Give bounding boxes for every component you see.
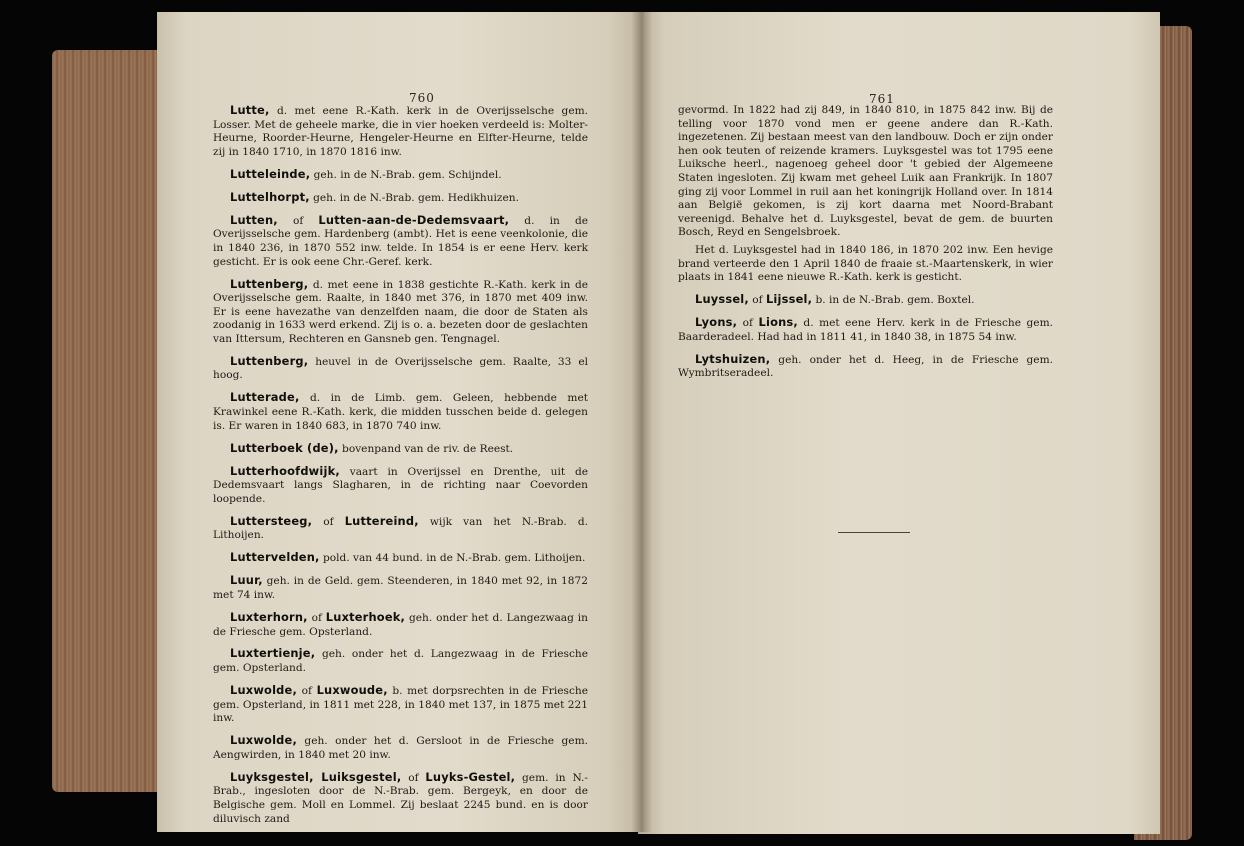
entry-connector: of	[401, 771, 426, 784]
entry-headword: Lytshuizen,	[695, 351, 771, 366]
entry-text: d. met eene in 1838 gestichte R.-Kath. kerk in de Overijsselsche gem. Raalte, in 1840 met 376, in 1870 met 409 inw. Er is eene havezathe van denzelfden naam, die door de Staten als zoodanig in 1633 werd erkend. Zij is o. a. bezeten door de geslachten van Ittersum, Rechteren en Gansneb gen. Tengnagel.	[213, 278, 588, 345]
dictionary-entry	[213, 515, 588, 543]
entry-headword: Luyssel,	[695, 292, 749, 307]
entry-connector: of	[312, 515, 345, 528]
entry-headword: Luxwolde,	[230, 683, 297, 698]
dictionary-entry	[213, 465, 588, 507]
dictionary-entry	[213, 442, 588, 457]
entry-headword: Lutte,	[230, 103, 270, 117]
dictionary-entry	[213, 574, 588, 602]
entry-headword: Lutterade,	[230, 390, 300, 405]
entry-text: geh. onder het d. Gersloot in de Friesche gem. Aengwirden, in 1840 met 20 inw.	[213, 735, 588, 761]
entry-headword-variant: Luxterhoek,	[325, 609, 406, 624]
entry-text: geh. onder het d. Heeg, in de Friesche gem. Wymbritseradeel.	[678, 353, 1053, 380]
entry-headword: Luttenberg,	[230, 276, 309, 291]
entry-headword-variant: Luyks-Gestel,	[425, 769, 516, 784]
dictionary-entry	[213, 168, 588, 183]
entry-text: geh. in de Geld. gem. Steenderen, in 1840 met 92, in 1872 met 74 inw.	[213, 575, 588, 601]
dictionary-entry	[678, 316, 1053, 344]
entry-headword-variant: Lutten-aan-de-Dedemsvaart,	[318, 212, 510, 227]
right-entries	[678, 293, 1053, 381]
entry-text: wijk van het N.-Brab. d. Lithoijen.	[213, 515, 588, 542]
entry-headword: Luttersteeg,	[230, 513, 313, 528]
entry-headword: Luxtertienje,	[230, 646, 316, 661]
entry-headword-variant: Luttereind,	[344, 513, 419, 528]
entry-text: b. in de N.-Brab. gem. Boxtel.	[812, 294, 975, 307]
left-column	[213, 104, 588, 835]
entry-text: b. met dorpsrechten in de Friesche gem. Opsterland, in 1811 met 228, in 1840 met 137, in 1875 met 221 inw.	[213, 685, 588, 725]
dictionary-entry	[213, 278, 588, 347]
section-rule	[838, 532, 910, 533]
entry-text: geh. in de N.-Brab. gem. Hedikhuizen.	[309, 191, 519, 204]
entry-text: vaart in Overijssel en Drenthe, uit de Dedemsvaart langs Slagharen, in de richting naar Coevorden loopende.	[213, 465, 588, 505]
dictionary-entry	[213, 647, 588, 675]
dictionary-entry	[678, 293, 1053, 308]
entry-headword: Lutterhoofdwijk,	[230, 463, 340, 478]
entry-text: heuvel in de Overijsselsche gem. Raalte, 33 el hoog.	[213, 355, 588, 382]
entry-connector: of	[737, 317, 759, 330]
right-column	[678, 104, 1053, 389]
dictionary-entry	[213, 611, 588, 639]
book-gutter	[632, 12, 654, 832]
dictionary-entry	[213, 104, 588, 159]
entry-headword: Luxterhorn,	[230, 609, 308, 624]
entry-headword: Luxwolde,	[230, 733, 297, 748]
entry-headword: Luttenberg,	[230, 353, 309, 368]
entry-text: d. met eene R.-Kath. kerk in de Overijsselsche gem. Losser. Met de geheele marke, die in vier hoeken verdeeld is: Molter-Heurne, Roorder-Heurne, Hengeler-Heurne en Elfter-Heurne, telde zij in 1840 1710, in 1870 1816 inw.	[213, 105, 588, 158]
entry-text: geh. onder het d. Langezwaag in de Friesche gem. Opsterland.	[213, 611, 588, 638]
dictionary-entry	[213, 391, 588, 433]
entry-text: geh. in de N.-Brab. gem. Schijndel.	[310, 168, 502, 181]
continuation-paragraph: gevormd. In 1822 had zij 849, in 1840 810, in 1875 842 inw. Bij de telling voor 1870 vond men er geene andere dan R.-Kath. ingezetenen. Zij bestaan meest van den landbouw. Doch er zijn onder hen ook teuten of reizende kramers. Luyksgestel was tot 1795 eene Luiksche heerl., nagenoeg geheel door 't gebied der Algemeene Staten ingesloten. Zij kwam met geheel Luik aan Frankrijk. In 1807 ging zij voor Lommel in ruil aan het koningrijk Holland over. In 1814 aan België gekomen, is zij kort daarna met Noord-Brabant vereenigd. Behalve het d. Luyksgestel, bevat de gem. de buurten Bosch, Reyd en Sengelsbroek.	[678, 104, 1053, 239]
entry-headword: Luur,	[230, 573, 263, 588]
dictionary-entry	[213, 734, 588, 762]
entry-headword: Lutten,	[230, 212, 278, 227]
page-edges-left	[52, 50, 172, 792]
entry-text: d. met eene Herv. kerk in de Friesche gem. Baarderadeel. Had had in 1811 41, in 1840 38, in 1875 54 inw.	[678, 317, 1053, 343]
entry-text: pold. van 44 bund. in de N.-Brab. gem. Lithoijen.	[319, 552, 586, 565]
entry-connector: of	[296, 685, 317, 698]
dictionary-entry	[678, 353, 1053, 381]
entry-text: gem. in N.-Brab., ingesloten door de N.-Brab. gem. Bergeyk, en door de Belgische gem. Moll en Lommel. Zij beslaat 2245 bund. en is door diluvisch zand	[213, 771, 588, 825]
body-paragraph: Het d. Luyksgestel had in 1840 186, in 1870 202 inw. Een hevige brand verteerde den 1 April 1840 de fraaie st.-Maartenskerk, in wier plaats in 1841 eene nieuwe R.-Kath. kerk is gesticht.	[678, 243, 1053, 284]
entry-headword: Lyons,	[695, 315, 738, 330]
entry-headword-variant: Luxwoude,	[316, 683, 388, 698]
entry-text: d. in de Limb. gem. Geleen, hebbende met Krawinkel eene R.-Kath. kerk, die midden tusschen beide d. gelegen is. Er waren in 1840 683, in 1870 740 inw.	[213, 392, 588, 432]
entry-text: geh. onder het d. Langezwaag in de Friesche gem. Opsterland.	[213, 648, 588, 675]
entry-connector: of	[307, 611, 326, 624]
dictionary-entry	[213, 355, 588, 383]
entry-text: d. in de Overijsselsche gem. Hardenberg (ambt). Het is eene veenkolonie, die in 1840 236, in 1870 552 inw. telde. In 1854 is er eene Herv. kerk gesticht. Er is ook eene Chr.-Geref. kerk.	[213, 214, 588, 268]
page-number-right: 761	[869, 92, 895, 106]
entry-connector: of	[748, 294, 766, 307]
entry-headword: Lutteleinde,	[230, 166, 311, 181]
dictionary-entry	[213, 551, 588, 566]
entry-headword-variant: Lijssel,	[765, 292, 813, 307]
page-number-left: 760	[409, 91, 435, 105]
dictionary-entry	[213, 771, 588, 826]
entry-headword: Luyksgestel, Luiksgestel,	[230, 769, 402, 784]
entry-text: bovenpand van de riv. de Reest.	[338, 442, 514, 455]
dictionary-entry	[213, 684, 588, 726]
entry-headword: Lutterboek (de),	[230, 440, 339, 455]
entry-headword: Luttervelden,	[230, 550, 320, 565]
entry-headword: Luttelhorpt,	[230, 189, 310, 204]
dictionary-entry	[213, 214, 588, 269]
dictionary-entry	[213, 191, 588, 206]
entry-headword-variant: Lions,	[758, 315, 798, 330]
entry-connector: of	[277, 214, 319, 227]
